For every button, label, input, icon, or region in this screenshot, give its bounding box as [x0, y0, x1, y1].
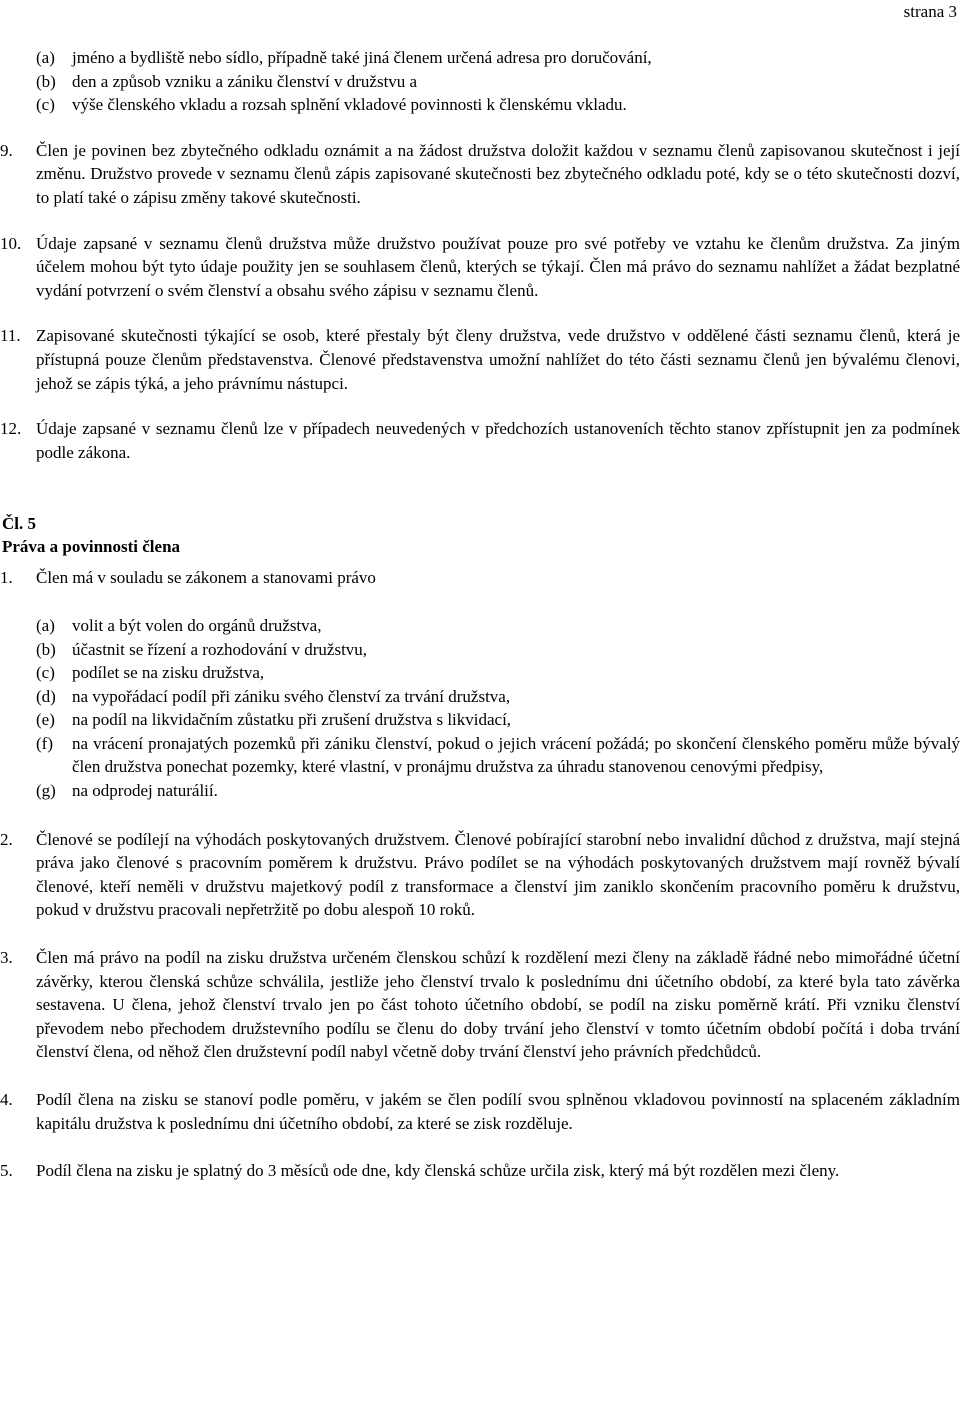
- paragraph-text: Podíl člena na zisku se stanoví podle poměru, v jakém se člen podílí svou splněnou vkladovou povinností na splaceném základním kapitálu družstva k poslednímu dni účetního období, za které se zisk rozděluje.: [36, 1090, 960, 1133]
- list-item-label: (c): [36, 95, 55, 115]
- member-record-list: [0, 46, 960, 117]
- list-item-text: na vypořádací podíl při zániku svého členství za trvání družstva,: [72, 686, 511, 706]
- list-item-label: (d): [36, 686, 56, 706]
- list-item-label: (e): [36, 710, 55, 730]
- list-item: [0, 708, 960, 732]
- paragraph-1: [0, 566, 960, 590]
- list-item-text: na odprodej naturálií.: [72, 781, 218, 801]
- paragraph-number: 5.: [0, 1161, 13, 1181]
- paragraph-number: 4.: [0, 1090, 13, 1109]
- list-item-text: na vrácení pronajatých pozemků při zániku členství, pokud o jejich vrácení požádá; po skončení členského poměru může bývalý člen družstva ponechat pozemky, které vlastní, v pronájmu družstva za úhradu stanovenou cenovými předpisy,: [72, 733, 960, 777]
- list-item: [0, 661, 960, 685]
- list-item-label: (c): [36, 663, 55, 683]
- list-item: [0, 93, 960, 117]
- list-item-text: podílet se na zisku družstva,: [72, 663, 265, 683]
- document-body: [0, 46, 960, 1183]
- list-item: [0, 779, 960, 803]
- paragraph-number: 3.: [0, 948, 13, 968]
- paragraph-text: Člen má v souladu se zákonem a stanovami právo: [36, 568, 376, 588]
- paragraph-text: Podíl člena na zisku je splatný do 3 měsíců ode dne, kdy členská schůze určila zisk, který má být rozdělen mezi členy.: [36, 1161, 840, 1181]
- list-item: [0, 70, 960, 94]
- list-item-text: účastnit se řízení a rozhodování v družstvu,: [72, 639, 368, 659]
- list-item-label: (b): [36, 639, 56, 659]
- paragraph-number: 12.: [0, 419, 22, 439]
- list-item-text: jméno a bydliště nebo sídlo, případně také jiná členem určená adresa pro doručování,: [72, 48, 652, 67]
- list-item: [0, 685, 960, 709]
- paragraph-number: 10.: [0, 233, 22, 253]
- list-item: [0, 638, 960, 662]
- paragraph-3: [0, 946, 960, 1064]
- paragraph-number: 11.: [0, 326, 21, 346]
- list-item: [0, 614, 960, 638]
- paragraph-text: Člen má právo na podíl na zisku družstva určeném členskou schůzí k rozdělení mezi členy na základě řádné nebo mimořádné účetní závěrky, kterou členská schůze schválila, jestliže jeho členství trvalo k poslednímu dni účetního období, za které byla tato závěrka sestavena. U člena, jehož členství trvalo jen po část tohoto účetního období, se podíl na zisku poměrně krátí. Při vzniku členství převodem nebo přechodem družstevního podílu se členu do doby trvání jeho členství v tomto účetním období počítá i doba trvání členství člena, od něhož člen družstevní podíl nabyl včetně doby trvání členství jeho právních předchůdců.: [36, 948, 960, 1062]
- paragraph-5: [0, 1159, 960, 1183]
- list-item-text: volit a být volen do orgánů družstva,: [72, 615, 322, 635]
- paragraph-9: [0, 139, 960, 210]
- list-item-text: výše členského vkladu a rozsah splnění vkladové povinnosti k členskému vkladu.: [72, 95, 627, 115]
- list-item-label: (g): [36, 781, 56, 801]
- list-item: [0, 732, 960, 779]
- article-title: Práva a povinnosti člena: [2, 537, 181, 557]
- paragraph-number: 2.: [0, 829, 13, 849]
- list-item-label: (b): [36, 71, 56, 91]
- list-item: [0, 46, 960, 70]
- paragraph-12: [0, 417, 960, 464]
- paragraph-number: 9.: [0, 140, 13, 160]
- paragraph-text: Člen je povinen bez zbytečného odkladu oznámit a na žádost družstva doložit každou v seznamu členů zapisovanou skutečnost i její změnu. Družstvo provede v seznamu členů zápis zapisované skutečnosti bez zbytečného odkladu poté, kdy se o této skutečnosti dozví, to platí také o zápisu změny takové skutečnosti.: [36, 140, 960, 207]
- paragraph-text: Údaje zapsané v seznamu členů lze v případech neuvedených v předchozích ustanoveních těchto stanov zpřístupnit jen za podmínek podle zákona.: [36, 419, 960, 462]
- paragraph-text: Údaje zapsané v seznamu členů družstva může družstvo používat pouze pro své potřeby ve vztahu ke členům družstva. Za jiným účelem mohou být tyto údaje použity jen se souhlasem členů, kterých se týkají. Člen má právo do seznamu nahlížet a žádat bezplatné vydání potvrzení o svém členství a obsahu svého zápisu v seznamu členů.: [36, 233, 960, 300]
- list-item-text: den a způsob vzniku a zániku členství v družstvu a: [72, 71, 418, 91]
- article-number: Čl. 5: [2, 514, 36, 534]
- list-item-label: (a): [36, 48, 55, 67]
- paragraph-number: 1.: [0, 568, 13, 588]
- list-item-label: (a): [36, 615, 55, 635]
- rights-list: [0, 614, 960, 803]
- paragraph-2: [0, 828, 960, 922]
- paragraph-11: [0, 324, 960, 395]
- paragraph-text: Členové se podílejí na výhodách poskytovaných družstvem. Členové pobírající starobní nebo invalidní důchod z družstva, mají stejná práva jako členové s pracovním poměrem k družstvu. Právo podílet se na výhodách poskytovaných družstvem mají rovněž bývalí členové, kteří neměli v družstvu majetkový podíl z transformace a členství jim zaniklo skončením pracovního poměru k družstvu, pokud v družstvu pracovali nepřetržitě po dobu alespoň 10 roků.: [36, 829, 960, 920]
- paragraph-4: [0, 1088, 960, 1135]
- list-item-label: (f): [36, 733, 53, 753]
- page-number: strana 3: [903, 2, 957, 21]
- list-item-text: na podíl na likvidačním zůstatku při zrušení družstva s likvidací,: [72, 710, 512, 730]
- paragraph-10: [0, 232, 960, 303]
- paragraph-text: Zapisované skutečnosti týkající se osob, které přestaly být členy družstva, vede družstvo v oddělené části seznamu členů, která je přístupná pouze členům představenstva. Členové představenstva umožní nahlížet do této části seznamu členů jen bývalému členovi, jehož se zápis týká, a jeho právnímu nástupci.: [36, 326, 960, 393]
